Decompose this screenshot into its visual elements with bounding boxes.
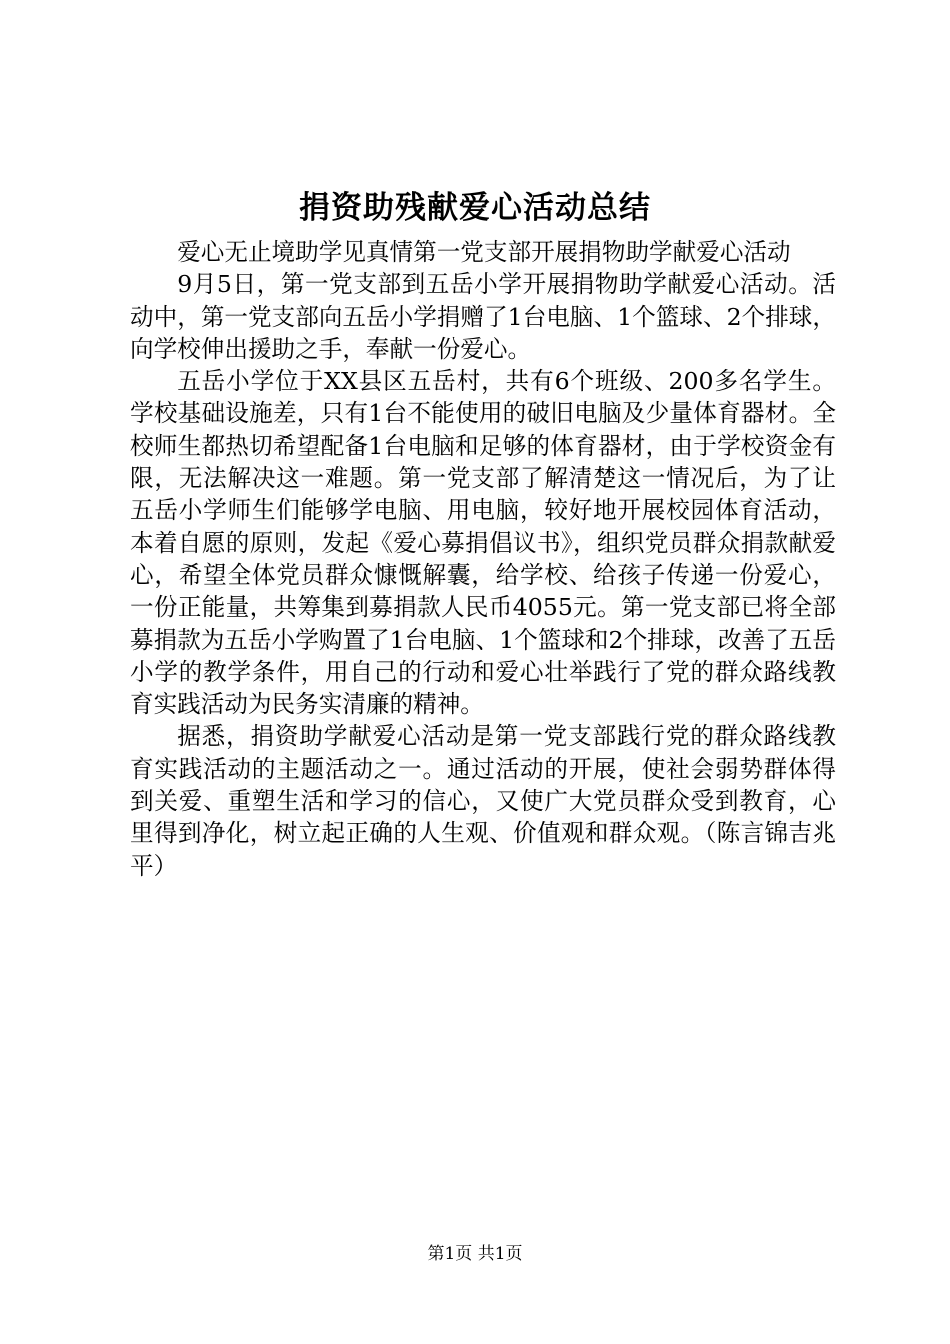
paragraph-event: 9月5日，第一党支部到五岳小学开展捐物助学献爱心活动。活动中，第一党支部向五岳小学捐赠了1台电脑、1个篮球、2个排球，向学校伸出援助之手，奉献一份爱心。 — [130, 270, 836, 363]
paragraph-subtitle: 爱心无止境助学见真情第一党支部开展捐物助学献爱心活动 — [177, 238, 791, 266]
document-body — [130, 236, 836, 882]
page-footer: 第1页 共1页 — [427, 1244, 523, 1264]
document-title: 捐资助残献爱心活动总结 — [299, 190, 651, 226]
paragraph-school: 五岳小学位于XX县区五岳村，共有6个班级、200多名学生。学校基础设施差，只有1台不能使用的破旧电脑及少量体育器材。全校师生都热切希望配备1台电脑和足够的体育器材，由于学校资金有限，无法解决这一难题。第一党支部了解清楚这一情况后，为了让五岳小学师生们能够学电脑、用电脑，较好地开展校园体育活动，本着自愿的原则，发起《爱心募捐倡议书》，组织党员群众捐款献爱心，希望全体党员群众慷慨解囊，给学校、给孩子传递一份爱心，一份正能量，共筹集到募捐款人民币4055元。第一党支部已将全部募捐款为五岳小学购置了1台电脑、1个篮球和2个排球，改善了五岳小学的教学条件，用自己的行动和爱心壮举践行了党的群众路线教育实践活动为民务实清廉的精神。 — [130, 367, 836, 719]
paragraph-summary: 据悉，捐资助学献爱心活动是第一党支部践行党的群众路线教育实践活动的主题活动之一。通过活动的开展，使社会弱势群体得到关爱、重塑生活和学习的信心，又使广大党员群众受到教育，心里得到净化，树立起正确的人生观、价值观和群众观。（陈言锦吉兆平） — [130, 722, 836, 880]
